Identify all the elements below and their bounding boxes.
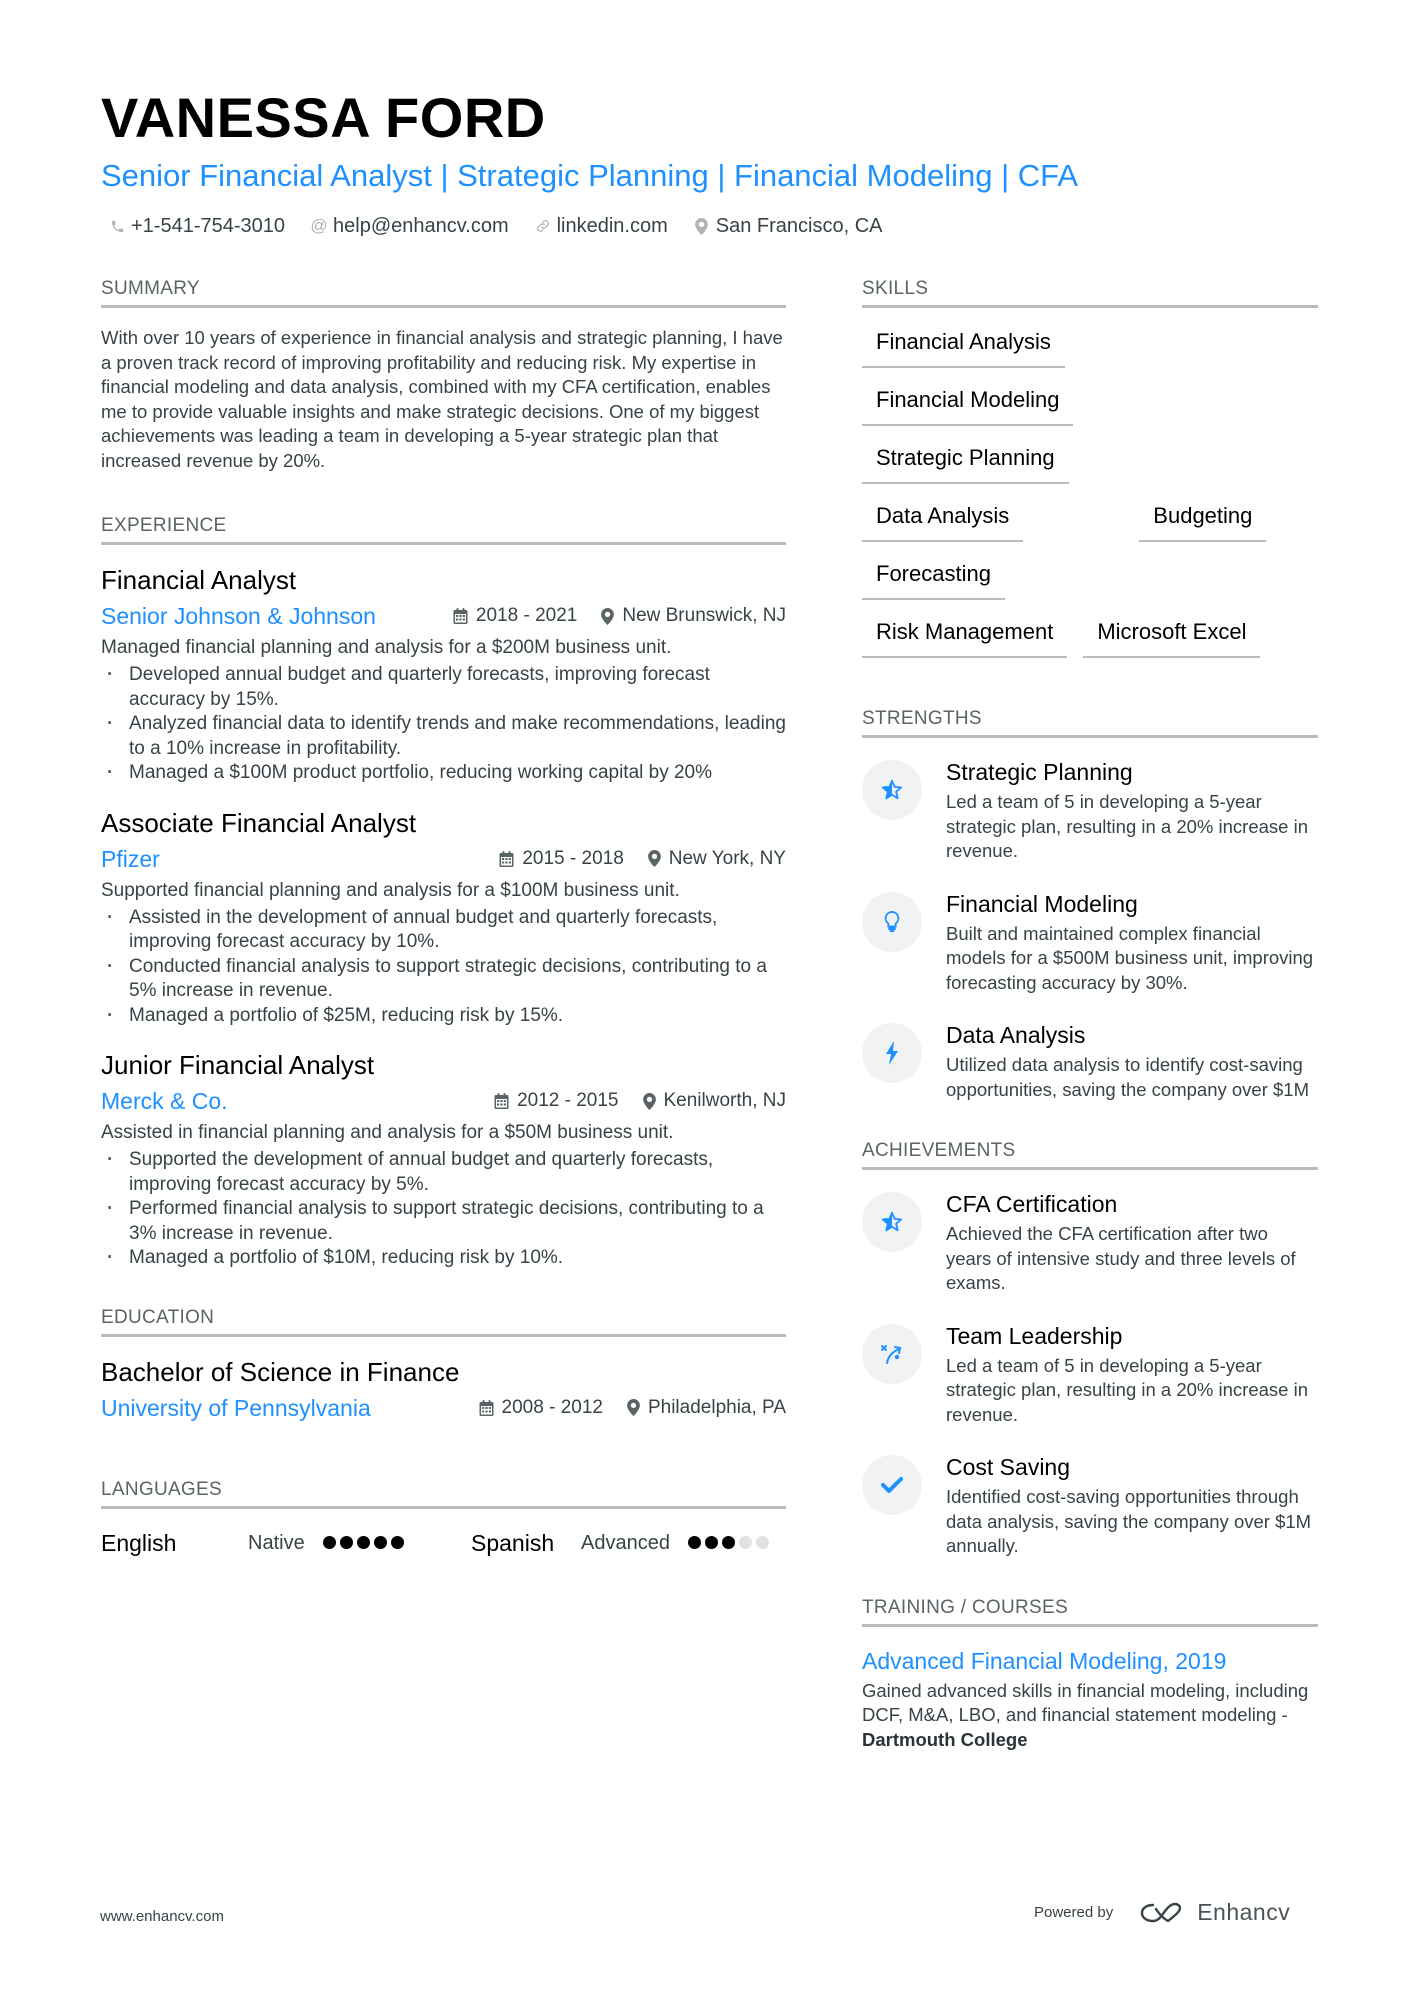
job-bullet: · Conducted financial analysis to support strategic decisions, contributing to a 5% increase in revenue. bbox=[101, 955, 786, 1004]
job-meta bbox=[101, 1084, 786, 1118]
job-title: Junior Financial Analyst bbox=[101, 1050, 375, 1080]
dot-filled bbox=[340, 1536, 353, 1549]
education-location: Philadelphia, PA bbox=[647, 1396, 786, 1418]
contact-location bbox=[694, 212, 883, 240]
dot-filled bbox=[722, 1536, 735, 1549]
proficiency-dots bbox=[323, 1536, 404, 1549]
job-bullet: · Managed a portfolio of $10M, reducing risk by 10%. bbox=[101, 1246, 786, 1271]
company-name: Senior Johnson & Johnson bbox=[101, 603, 376, 629]
dot-filled bbox=[688, 1536, 701, 1549]
location-pin-icon bbox=[694, 218, 710, 235]
skill-tag: Data Analysis bbox=[862, 500, 1023, 542]
job-bullets bbox=[101, 1148, 786, 1271]
achievement-description: Achieved the CFA certification after two years of intensive study and three levels of exams. bbox=[946, 1223, 1296, 1293]
right-column bbox=[862, 276, 1318, 1792]
skill-tag: Microsoft Excel bbox=[1083, 616, 1260, 658]
job-bullet: · Analyzed financial data to identify trends and make recommendations, leading to a 10% increase in profitability. bbox=[101, 712, 786, 761]
lightning-bolt-icon bbox=[862, 1023, 922, 1083]
strength-description: Led a team of 5 in developing a 5-year strategic plan, resulting in a 20% increase in revenue. bbox=[946, 791, 1308, 861]
language-name: Spanish bbox=[471, 1529, 555, 1556]
section-divider bbox=[101, 542, 786, 545]
job-bullet: · Managed a $100M product portfolio, reducing working capital by 20% bbox=[101, 761, 786, 786]
dot-empty bbox=[739, 1536, 752, 1549]
dot-filled bbox=[391, 1536, 404, 1549]
location-pin-icon bbox=[627, 1399, 640, 1416]
location-value: San Francisco, CA bbox=[715, 215, 883, 237]
location-pin-icon bbox=[601, 608, 614, 625]
job-description: Managed financial planning and analysis for a $200M business unit. bbox=[101, 637, 672, 658]
strength-description: Utilized data analysis to identify cost-saving opportunities, saving the company over $1M bbox=[946, 1054, 1310, 1100]
section-heading: LANGUAGES bbox=[101, 1478, 222, 1500]
enhancv-logo-icon bbox=[1139, 1901, 1185, 1925]
achievement-title: Cost Saving bbox=[946, 1454, 1071, 1480]
footer-branding bbox=[1034, 1899, 1290, 1926]
contact-email[interactable] bbox=[311, 212, 509, 240]
job-bullets bbox=[101, 663, 786, 786]
job-location: New Brunswick, NJ bbox=[622, 605, 786, 626]
section-divider bbox=[862, 735, 1318, 738]
powered-by-label: Powered by bbox=[1034, 1904, 1114, 1921]
strength-title: Financial Modeling bbox=[946, 890, 1138, 917]
summary-text: With over 10 years of experience in financial analysis and strategic planning, I have a proven track record of improving profitability and reducing risk. My expertise in financial modeling and data analysis, combined with my CFA certification, enables me to provide valuable insights and make strategic decisions. One of my biggest achievements was leading a team in developing a 5-year strategic plan that increased revenue by 20%. bbox=[101, 327, 783, 471]
company-name: Pfizer bbox=[101, 845, 160, 872]
achievement-title: CFA Certification bbox=[946, 1191, 1118, 1217]
section-heading: SKILLS bbox=[862, 278, 929, 299]
candidate-title: Senior Financial Analyst | Strategic Planning | Financial Modeling | CFA bbox=[101, 158, 1079, 193]
course-description-text: Gained advanced skills in financial modeling, including DCF, M&A, LBO, and financial statement modeling - bbox=[862, 1679, 1309, 1725]
calendar-icon bbox=[499, 851, 514, 867]
footer-website-link[interactable]: www.enhancv.com bbox=[100, 1908, 224, 1925]
dot-filled bbox=[374, 1536, 387, 1549]
strength-item bbox=[862, 1019, 1318, 1102]
achievement-item bbox=[862, 1451, 1318, 1559]
experience-entry bbox=[101, 563, 786, 786]
section-divider bbox=[101, 305, 786, 308]
achievement-item bbox=[862, 1320, 1318, 1428]
course-title: Advanced Financial Modeling, 2019 bbox=[862, 1647, 1227, 1674]
job-title: Associate Financial Analyst bbox=[101, 807, 417, 838]
contact-list bbox=[101, 212, 1321, 240]
job-location: Kenilworth, NJ bbox=[663, 1090, 786, 1111]
course-description bbox=[862, 1679, 1318, 1753]
job-meta bbox=[101, 842, 786, 876]
contact-phone[interactable] bbox=[109, 212, 285, 240]
skill-tag: Financial Analysis bbox=[862, 326, 1065, 368]
language-item bbox=[471, 1527, 769, 1559]
language-level: Advanced bbox=[581, 1531, 670, 1554]
strength-description: Built and maintained complex financial models for a $500M business unit, improving forecasting accuracy by 30%. bbox=[946, 922, 1314, 993]
achievement-item bbox=[862, 1188, 1318, 1296]
lightbulb-icon bbox=[862, 892, 922, 952]
language-name: English bbox=[101, 1529, 177, 1556]
phone-icon bbox=[109, 219, 125, 234]
dot-filled bbox=[323, 1536, 336, 1549]
summary-section bbox=[101, 276, 786, 473]
dot-filled bbox=[705, 1536, 718, 1549]
phone-value: +1-541-754-3010 bbox=[131, 215, 286, 237]
proficiency-dots bbox=[688, 1536, 769, 1549]
strength-item bbox=[862, 756, 1318, 864]
job-bullet: · Managed a portfolio of $25M, reducing risk by 15%. bbox=[101, 1004, 786, 1029]
calendar-icon bbox=[494, 1093, 509, 1109]
strength-title: Strategic Planning bbox=[946, 759, 1133, 785]
strength-title: Data Analysis bbox=[946, 1022, 1086, 1048]
company-name: Merck & Co. bbox=[101, 1088, 228, 1114]
job-description: Supported financial planning and analysis for a $100M business unit. bbox=[101, 879, 680, 901]
job-title: Financial Analyst bbox=[101, 565, 297, 595]
star-icon bbox=[862, 1192, 922, 1252]
contact-linkedin[interactable] bbox=[535, 212, 668, 240]
skill-tag: Strategic Planning bbox=[862, 442, 1069, 484]
strengths-section bbox=[862, 706, 1318, 1102]
linkedin-value: linkedin.com bbox=[556, 215, 668, 237]
strategy-play-icon bbox=[862, 1324, 922, 1384]
language-item bbox=[101, 1527, 471, 1559]
link-icon bbox=[535, 218, 551, 234]
course-institution: Dartmouth College bbox=[862, 1728, 1028, 1750]
skill-tag: Forecasting bbox=[862, 558, 1005, 600]
section-heading: STRENGTHS bbox=[862, 708, 982, 729]
calendar-icon bbox=[479, 1400, 494, 1416]
education-dates: 2008 - 2012 bbox=[501, 1396, 603, 1418]
job-dates: 2018 - 2021 bbox=[475, 605, 578, 626]
skills-list bbox=[862, 326, 1318, 658]
job-dates: 2015 - 2018 bbox=[522, 847, 624, 869]
candidate-name: VANESSA FORD bbox=[101, 86, 546, 149]
dot-filled bbox=[357, 1536, 370, 1549]
achievements-section bbox=[862, 1138, 1318, 1559]
section-heading: TRAINING / COURSES bbox=[862, 1596, 1068, 1618]
at-icon: @ bbox=[310, 216, 328, 235]
degree-title: Bachelor of Science in Finance bbox=[101, 1356, 460, 1387]
section-divider bbox=[101, 1506, 786, 1509]
job-bullets bbox=[101, 906, 786, 1029]
language-level: Native bbox=[248, 1531, 305, 1554]
experience-entry bbox=[101, 1048, 786, 1271]
section-heading: EDUCATION bbox=[101, 1306, 215, 1328]
dot-empty bbox=[756, 1536, 769, 1549]
job-location: New York, NY bbox=[668, 847, 786, 869]
section-heading: ACHIEVEMENTS bbox=[862, 1140, 1016, 1161]
left-column bbox=[101, 276, 786, 1599]
resume-header bbox=[101, 86, 1321, 240]
section-divider bbox=[862, 1167, 1318, 1170]
section-divider bbox=[862, 1624, 1318, 1627]
skill-tag: Risk Management bbox=[862, 616, 1067, 658]
achievement-title: Team Leadership bbox=[946, 1322, 1123, 1349]
job-meta bbox=[101, 599, 786, 633]
checkmark-icon bbox=[862, 1455, 922, 1515]
education-meta bbox=[101, 1391, 786, 1425]
enhancv-wordmark: Enhancv bbox=[1197, 1899, 1291, 1925]
strength-item bbox=[862, 888, 1318, 996]
star-icon bbox=[862, 760, 922, 820]
job-bullet: · Supported the development of annual budget and quarterly forecasts, improving forecast accuracy by 5%. bbox=[101, 1148, 786, 1197]
section-heading: SUMMARY bbox=[101, 278, 200, 299]
languages-row bbox=[101, 1527, 786, 1559]
achievement-description: Identified cost-saving opportunities through data analysis, saving the company over $1M annually. bbox=[946, 1486, 1312, 1556]
enhancv-logo[interactable] bbox=[1139, 1899, 1290, 1926]
calendar-icon bbox=[453, 608, 468, 624]
section-heading: EXPERIENCE bbox=[101, 515, 227, 536]
school-name: University of Pennsylvania bbox=[101, 1394, 371, 1421]
experience-section bbox=[101, 513, 786, 1271]
section-divider bbox=[862, 305, 1318, 308]
location-pin-icon bbox=[648, 850, 661, 867]
skills-section bbox=[862, 276, 1318, 658]
experience-entry bbox=[101, 806, 786, 1029]
job-description: Assisted in financial planning and analysis for a $50M business unit. bbox=[101, 1122, 674, 1143]
skill-tag: Budgeting bbox=[1139, 500, 1266, 542]
job-bullet: · Developed annual budget and quarterly forecasts, improving forecast accuracy by 15%. bbox=[101, 663, 786, 712]
languages-section bbox=[101, 1477, 786, 1559]
job-bullet: · Assisted in the development of annual budget and quarterly forecasts, improving forecast accuracy by 10%. bbox=[101, 906, 786, 955]
training-section bbox=[862, 1595, 1318, 1753]
section-divider bbox=[101, 1334, 786, 1337]
location-pin-icon bbox=[643, 1093, 656, 1110]
job-bullet: · Performed financial analysis to support strategic decisions, contributing to a 3% increase in revenue. bbox=[101, 1197, 786, 1246]
email-value: help@enhancv.com bbox=[333, 215, 509, 237]
skill-tag: Financial Modeling bbox=[862, 384, 1073, 426]
job-dates: 2012 - 2015 bbox=[517, 1090, 619, 1111]
education-section bbox=[101, 1305, 786, 1425]
achievement-description: Led a team of 5 in developing a 5-year strategic plan, resulting in a 20% increase in revenue. bbox=[946, 1354, 1308, 1425]
